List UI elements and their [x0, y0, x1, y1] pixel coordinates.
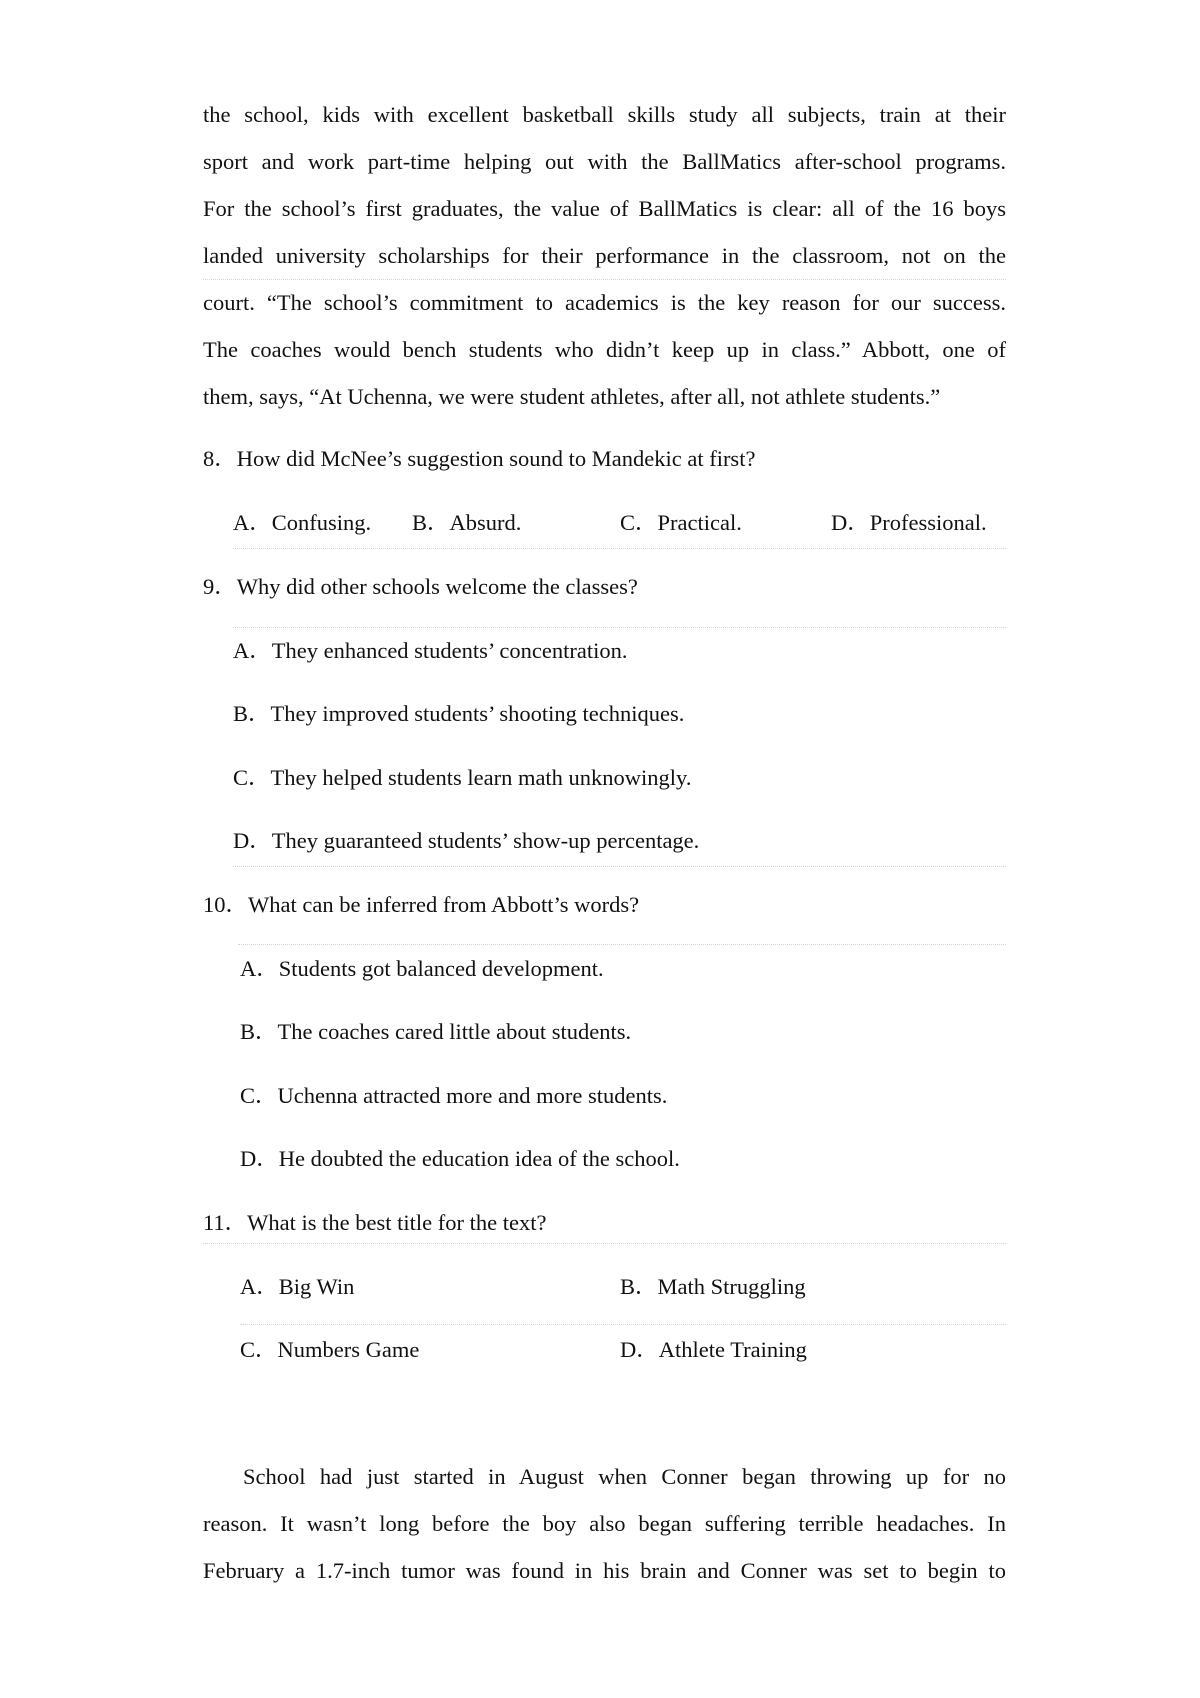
dotted-divider [233, 548, 1006, 549]
question-stem [203, 572, 638, 602]
option-text: The coaches cared little about students. [277, 1019, 632, 1044]
option-d[interactable] [620, 1335, 807, 1365]
passage-line: For the school’s first graduates, the value of BallMatics is clear: all of the 16 boys [203, 196, 1006, 221]
option-text: Students got balanced development. [278, 956, 604, 981]
option-label: D． [233, 828, 272, 853]
passage-line: landed university scholarships for their performance in the classroom, not on the [203, 243, 1006, 268]
option-text: He doubted the education idea of the school. [278, 1146, 680, 1171]
option-text: They helped students learn math unknowingly. [270, 765, 692, 790]
option-label: A． [233, 638, 272, 663]
option-label: D． [620, 1337, 659, 1362]
passage-line: court. “The school’s commitment to academics is the key reason for our success. [203, 290, 1006, 315]
option-text: They enhanced students’ concentration. [271, 638, 628, 663]
dotted-divider [203, 1243, 1006, 1244]
option-text: Athlete Training [658, 1337, 807, 1362]
question-text: Why did other schools welcome the classes? [236, 574, 638, 599]
question-number: 10． [203, 892, 249, 917]
dotted-divider [233, 866, 1006, 867]
passage-line: The coaches would bench students who didn’t keep up in class.” Abbott, one of [203, 337, 1006, 362]
option-text: Practical. [657, 510, 742, 535]
option-b[interactable] [620, 1272, 806, 1302]
passage-line: reason. It wasn’t long before the boy also began suffering terrible headaches. In [203, 1511, 1006, 1536]
question-text: How did McNee’s suggestion sound to Mandekic at first? [236, 446, 756, 471]
option-label: D． [831, 510, 870, 535]
option-b[interactable] [412, 508, 521, 538]
option-text: Big Win [278, 1274, 355, 1299]
question-number: 8． [203, 446, 237, 471]
option-text: Professional. [869, 510, 987, 535]
option-label: B． [233, 701, 271, 726]
option-d[interactable] [240, 1144, 680, 1174]
dotted-divider [203, 279, 1006, 280]
question-number: 11． [203, 1210, 248, 1235]
option-text: Numbers Game [277, 1337, 420, 1362]
option-c[interactable] [620, 508, 742, 538]
question-stem [203, 1208, 546, 1238]
option-label: D． [240, 1146, 279, 1171]
option-text: They guaranteed students’ show-up percentage. [271, 828, 700, 853]
option-label: B． [412, 510, 450, 535]
question-text: What can be inferred from Abbott’s words? [248, 892, 640, 917]
option-label: B． [240, 1019, 278, 1044]
option-a[interactable] [240, 954, 604, 984]
option-text: Confusing. [271, 510, 372, 535]
option-c[interactable] [240, 1335, 419, 1365]
dotted-divider [240, 1324, 1006, 1325]
option-text: Absurd. [449, 510, 522, 535]
question-text: What is the best title for the text? [247, 1210, 547, 1235]
option-a[interactable] [233, 636, 627, 666]
passage-line: School had just started in August when Conner began throwing up for no [243, 1464, 1006, 1489]
option-d[interactable] [831, 508, 987, 538]
option-label: C． [620, 510, 658, 535]
question-number: 9． [203, 574, 237, 599]
question-stem [203, 890, 639, 920]
option-label: A． [240, 956, 279, 981]
option-text: Uchenna attracted more and more students. [277, 1083, 668, 1108]
dotted-divider [233, 627, 1006, 628]
option-label: C． [240, 1083, 278, 1108]
option-c[interactable] [240, 1081, 667, 1111]
passage-line: sport and work part-time helping out with the BallMatics after-school programs. [203, 149, 1006, 174]
dotted-divider [238, 944, 1006, 945]
option-label: B． [620, 1274, 658, 1299]
option-label: C． [233, 765, 271, 790]
option-a[interactable] [240, 1272, 354, 1302]
option-label: C． [240, 1337, 278, 1362]
option-text: They improved students’ shooting techniques. [270, 701, 685, 726]
passage-line: them, says, “At Uchenna, we were student athletes, after all, not athlete students.” [203, 384, 941, 409]
option-d[interactable] [233, 826, 699, 856]
passage-line: February a 1.7-inch tumor was found in his brain and Conner was set to begin to [203, 1558, 1006, 1583]
question-stem [203, 444, 755, 474]
option-a[interactable] [233, 508, 371, 538]
passage-line: the school, kids with excellent basketball skills study all subjects, train at their [203, 102, 1006, 127]
option-c[interactable] [233, 763, 691, 793]
option-text: Math Struggling [657, 1274, 806, 1299]
option-label: A． [233, 510, 272, 535]
option-label: A． [240, 1274, 279, 1299]
option-b[interactable] [233, 699, 684, 729]
option-b[interactable] [240, 1017, 631, 1047]
